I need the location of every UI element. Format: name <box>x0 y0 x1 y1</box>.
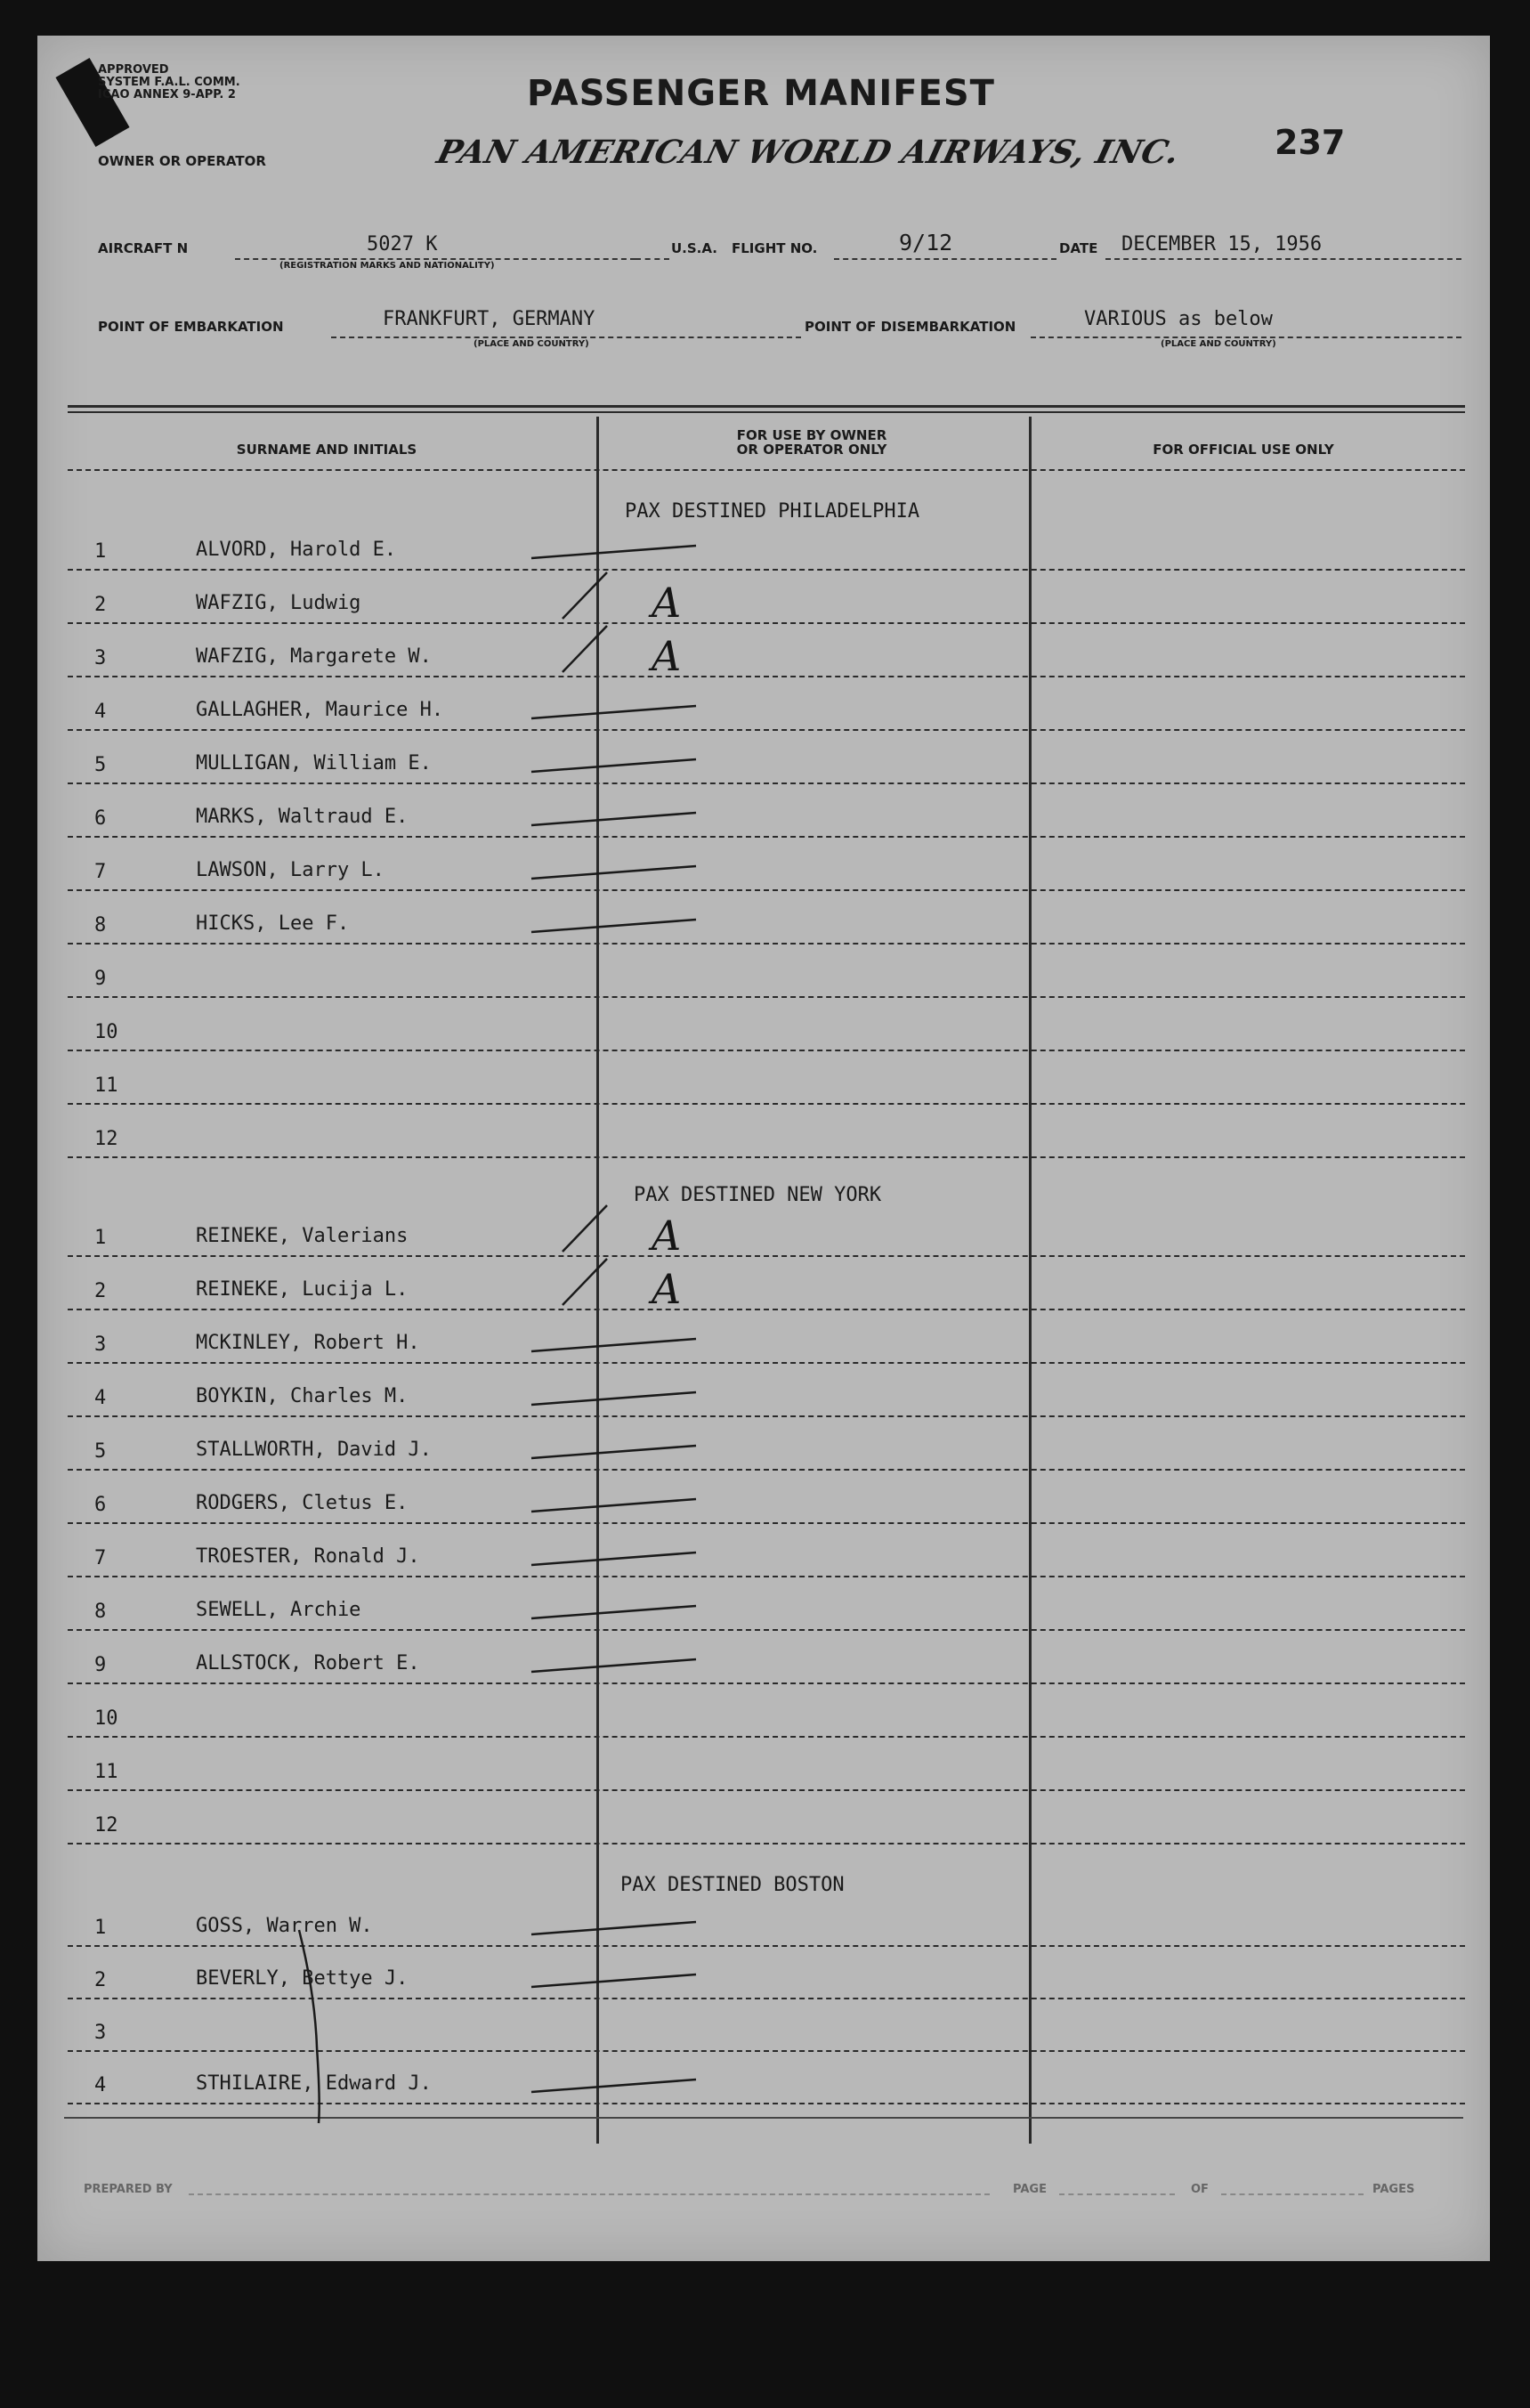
bracket-stroke <box>299 1930 320 2123</box>
tick-stroke <box>531 1446 696 1458</box>
passenger-name: ALLSTOCK, Robert E. <box>196 1652 420 1674</box>
passenger-name: REINEKE, Valerians <box>196 1225 409 1247</box>
column-header-owner-1: FOR USE BY OWNER <box>736 427 887 443</box>
passenger-name: GOSS, Warren W. <box>196 1915 373 1937</box>
row-number: 9 <box>94 968 107 990</box>
row-number: 3 <box>94 2022 107 2044</box>
row-number: 4 <box>94 1387 107 1409</box>
prepared-by-label: PREPARED BY <box>84 2183 173 2196</box>
passenger-name: BEVERLY, Bettye J. <box>196 1967 409 1990</box>
passenger-name: MCKINLEY, Robert H. <box>196 1332 420 1354</box>
embarkation-value: FRANKFURT, GERMANY <box>383 308 595 330</box>
passenger-name: LAWSON, Larry L. <box>196 859 385 881</box>
handwritten-marks <box>37 36 1490 2261</box>
date-value: DECEMBER 15, 1956 <box>1121 233 1323 255</box>
handwritten-mark: A <box>652 1265 682 1313</box>
row-number: 1 <box>94 1227 107 1249</box>
passenger-name: MARKS, Waltraud E. <box>196 806 409 828</box>
handwritten-mark: A <box>652 579 682 627</box>
of-label: OF <box>1191 2183 1209 2196</box>
tick-stroke <box>531 920 696 932</box>
row-number: 6 <box>94 807 107 830</box>
row-number: 5 <box>94 754 107 776</box>
disembarkation-sublabel: (PLACE AND COUNTRY) <box>1161 339 1276 349</box>
row-number: 8 <box>94 914 107 936</box>
tick-stroke <box>531 1974 696 1987</box>
passenger-name: WAFZIG, Ludwig <box>196 592 361 614</box>
manifest-title: PASSENGER MANIFEST <box>527 73 995 114</box>
row-number: 3 <box>94 647 107 669</box>
passenger-name: SEWELL, Archie <box>196 1599 361 1621</box>
manifest-sheet <box>37 36 1490 2261</box>
embarkation-label: POINT OF EMBARKATION <box>98 319 284 335</box>
flight-value: 9/12 <box>899 230 953 255</box>
tick-stroke <box>531 1499 696 1512</box>
aircraft-sublabel: (REGISTRATION MARKS AND NATIONALITY) <box>279 261 495 271</box>
passenger-name: WAFZIG, Margarete W. <box>196 645 432 668</box>
owner-operator-label: OWNER OR OPERATOR <box>98 153 266 169</box>
row-number: 1 <box>94 1917 107 1939</box>
passenger-name: HICKS, Lee F. <box>196 912 350 935</box>
tick-stroke <box>531 2080 696 2092</box>
aircraft-value: 5027 K <box>367 233 438 255</box>
section-heading: PAX DESTINED BOSTON <box>620 1874 845 1896</box>
passenger-name: TROESTER, Ronald J. <box>196 1545 420 1568</box>
passenger-name: RODGERS, Cletus E. <box>196 1492 409 1514</box>
row-number: 10 <box>94 1707 118 1730</box>
embarkation-sublabel: (PLACE AND COUNTRY) <box>474 339 589 349</box>
tick-stroke <box>531 1659 696 1672</box>
page-label: PAGE <box>1013 2183 1047 2196</box>
tick-stroke <box>531 1339 696 1351</box>
row-number: 8 <box>94 1601 107 1623</box>
row-number: 4 <box>94 701 107 723</box>
row-number: 2 <box>94 1280 107 1302</box>
tick-stroke <box>531 759 696 772</box>
row-number: 10 <box>94 1021 118 1043</box>
column-header-official: FOR OFFICIAL USE ONLY <box>1153 442 1334 458</box>
aircraft-label: AIRCRAFT N <box>98 240 189 256</box>
airline-name: PAN AMERICAN WORLD AIRWAYS, INC. <box>433 134 1184 171</box>
row-number: 7 <box>94 861 107 883</box>
tick-stroke <box>531 813 696 825</box>
passenger-name: BOYKIN, Charles M. <box>196 1385 409 1407</box>
tick-stroke <box>531 706 696 718</box>
passenger-name: STHILAIRE, Edward J. <box>196 2072 432 2095</box>
passenger-name: MULLIGAN, William E. <box>196 752 432 774</box>
tick-stroke <box>531 866 696 879</box>
tick-stroke <box>563 1259 607 1305</box>
tick-stroke <box>531 1922 696 1934</box>
row-number: 6 <box>94 1494 107 1516</box>
passenger-name: STALLWORTH, David J. <box>196 1439 432 1461</box>
column-header-owner-2: OR OPERATOR ONLY <box>736 442 887 458</box>
row-number: 12 <box>94 1814 118 1836</box>
row-number: 7 <box>94 1547 107 1569</box>
row-number: 2 <box>94 1969 107 1991</box>
tick-stroke <box>531 546 696 558</box>
tick-stroke <box>531 1553 696 1565</box>
tick-stroke <box>563 626 607 672</box>
row-number: 11 <box>94 1074 118 1097</box>
passenger-name: REINEKE, Lucija L. <box>196 1278 409 1301</box>
tick-stroke <box>563 572 607 619</box>
date-label: DATE <box>1059 240 1098 256</box>
row-number: 4 <box>94 2074 107 2096</box>
flight-label: FLIGHT NO. <box>732 240 818 256</box>
pages-label: PAGES <box>1372 2183 1415 2196</box>
handwritten-mark: A <box>652 1212 682 1260</box>
passenger-name: ALVORD, Harold E. <box>196 539 397 561</box>
section-heading: PAX DESTINED PHILADELPHIA <box>625 500 920 523</box>
tick-stroke <box>531 1606 696 1618</box>
row-number: 5 <box>94 1440 107 1463</box>
disembarkation-label: POINT OF DISEMBARKATION <box>805 319 1016 335</box>
approval-note: APPROVED SYSTEM F.A.L. COMM. ICAO ANNEX 9-APP. 2 <box>98 63 240 101</box>
tick-stroke <box>531 1392 696 1405</box>
row-number: 9 <box>94 1654 107 1676</box>
row-number: 2 <box>94 594 107 616</box>
row-number: 3 <box>94 1334 107 1356</box>
section-heading: PAX DESTINED NEW YORK <box>634 1184 882 1206</box>
disembarkation-value: VARIOUS as below <box>1084 308 1273 330</box>
row-number: 12 <box>94 1128 118 1150</box>
page-number: 237 <box>1275 123 1346 162</box>
passenger-name: GALLAGHER, Maurice H. <box>196 699 444 721</box>
row-number: 1 <box>94 540 107 563</box>
tick-stroke <box>563 1205 607 1252</box>
handwritten-mark: A <box>652 632 682 680</box>
column-header-name: SURNAME AND INITIALS <box>236 442 417 458</box>
usa-label: U.S.A. <box>671 240 717 256</box>
row-number: 11 <box>94 1761 118 1783</box>
